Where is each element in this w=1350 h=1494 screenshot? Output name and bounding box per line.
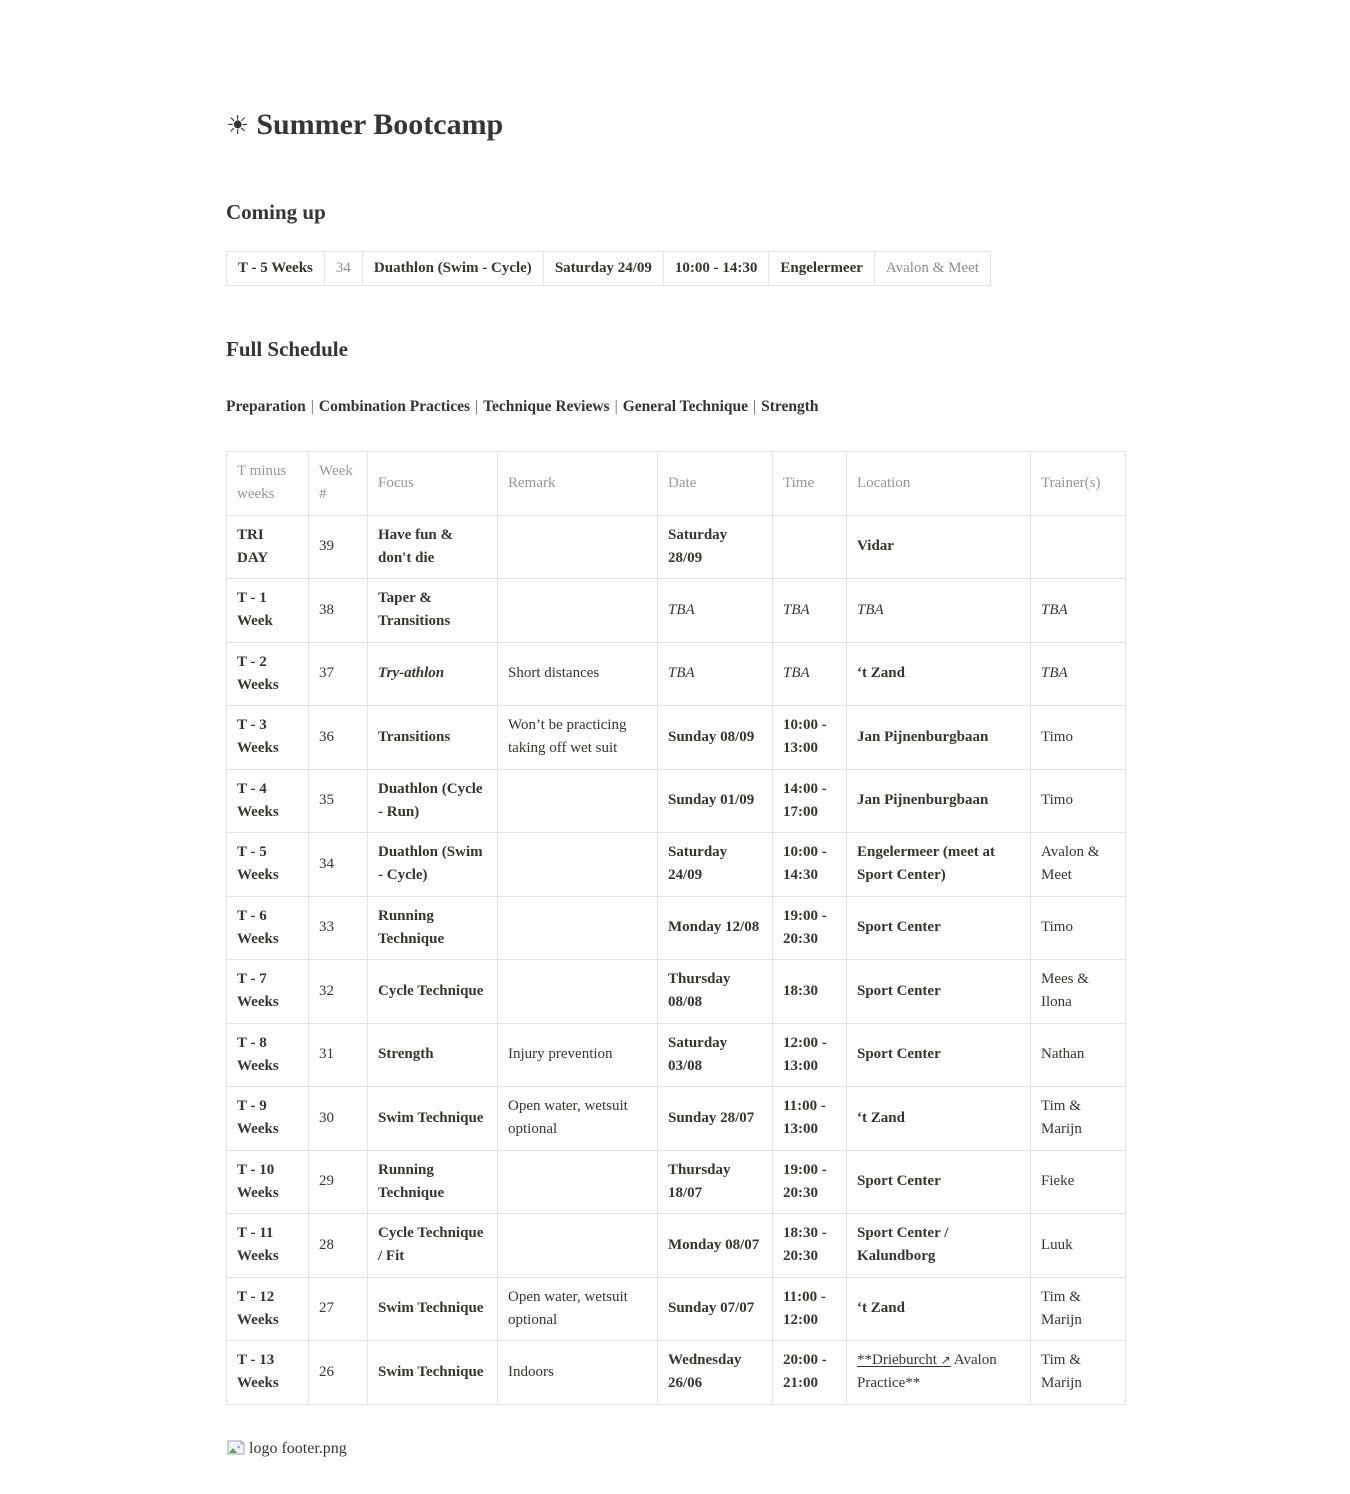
schedule-cell: T - 9 Weeks	[227, 1087, 309, 1151]
schedule-cell: 20:00 - 21:00	[773, 1341, 847, 1405]
filter-link-strength[interactable]: Strength	[761, 398, 819, 415]
schedule-cell: Cycle Technique	[368, 960, 498, 1024]
schedule-cell: Sport Center	[847, 1150, 1031, 1214]
column-header-trainer-s-: Trainer(s)	[1031, 452, 1126, 516]
schedule-cell: Injury prevention	[498, 1023, 658, 1087]
schedule-cell: 10:00 - 14:30	[773, 833, 847, 897]
schedule-cell: Thursday 08/08	[658, 960, 773, 1024]
schedule-cell: Monday 12/08	[658, 896, 773, 960]
schedule-cell: Duathlon (Swim - Cycle)	[368, 833, 498, 897]
schedule-cell: TBA	[658, 579, 773, 643]
schedule-cell: 26	[309, 1341, 368, 1405]
table-row	[227, 1087, 1126, 1151]
schedule-cell: Tim & Marijn	[1031, 1341, 1126, 1405]
schedule-cell: 11:00 - 13:00	[773, 1087, 847, 1151]
schedule-cell: Sport Center	[847, 896, 1031, 960]
schedule-cell: T - 2 Weeks	[227, 642, 309, 706]
schedule-cell: Thursday 18/07	[658, 1150, 773, 1214]
schedule-cell	[498, 579, 658, 643]
table-row	[227, 706, 1126, 770]
schedule-cell: Open water, wetsuit optional	[498, 1277, 658, 1341]
schedule-table	[226, 451, 1126, 1405]
table-row	[227, 1277, 1126, 1341]
coming-up-cell-6: Avalon & Meet	[874, 252, 990, 286]
schedule-cell: Mees & Ilona	[1031, 960, 1126, 1024]
schedule-cell: 34	[309, 833, 368, 897]
external-link-arrow-icon: ↗	[940, 1353, 951, 1367]
footer-broken-image	[226, 1439, 1125, 1459]
footer-image-alt: logo footer.png	[249, 1439, 347, 1457]
filter-link-technique-reviews[interactable]: Technique Reviews	[483, 398, 610, 415]
schedule-cell: T - 12 Weeks	[227, 1277, 309, 1341]
schedule-cell	[498, 1150, 658, 1214]
schedule-cell: 12:00 - 13:00	[773, 1023, 847, 1087]
schedule-cell: Sunday 08/09	[658, 706, 773, 770]
schedule-cell: Timo	[1031, 769, 1126, 833]
schedule-cell: Engelermeer (meet at Sport Center)	[847, 833, 1031, 897]
schedule-cell: Open water, wetsuit optional	[498, 1087, 658, 1151]
schedule-cell: TBA	[773, 579, 847, 643]
schedule-cell: T - 4 Weeks	[227, 769, 309, 833]
schedule-cell: Taper & Transitions	[368, 579, 498, 643]
schedule-cell: Try-athlon	[368, 642, 498, 706]
schedule-cell: Timo	[1031, 896, 1126, 960]
table-row	[227, 642, 1126, 706]
filter-separator: |	[614, 398, 618, 415]
schedule-cell: 37	[309, 642, 368, 706]
schedule-cell: Vidar	[847, 515, 1031, 579]
schedule-cell: Saturday 03/08	[658, 1023, 773, 1087]
table-row	[227, 769, 1126, 833]
schedule-cell: 38	[309, 579, 368, 643]
filter-link-preparation[interactable]: Preparation	[226, 398, 306, 415]
schedule-cell: Luuk	[1031, 1214, 1126, 1278]
filter-separator: |	[753, 398, 757, 415]
schedule-cell	[498, 1214, 658, 1278]
schedule-cell: T - 13 Weeks	[227, 1341, 309, 1405]
coming-up-heading: Coming up	[226, 200, 326, 224]
schedule-cell: Jan Pijnenburgbaan	[847, 769, 1031, 833]
schedule-cell: 36	[309, 706, 368, 770]
filter-link-general-technique[interactable]: General Technique	[622, 398, 748, 415]
schedule-cell: Tim & Marijn	[1031, 1277, 1126, 1341]
schedule-cell: Running Technique	[368, 896, 498, 960]
schedule-cell: T - 8 Weeks	[227, 1023, 309, 1087]
table-row	[227, 833, 1126, 897]
column-header-date: Date	[658, 452, 773, 516]
filter-separator: |	[475, 398, 479, 415]
schedule-cell: TBA	[1031, 579, 1126, 643]
schedule-cell: Tim & Marijn	[1031, 1087, 1126, 1151]
table-row	[227, 960, 1126, 1024]
column-header-remark: Remark	[498, 452, 658, 516]
schedule-cell: TBA	[773, 642, 847, 706]
schedule-cell: 31	[309, 1023, 368, 1087]
coming-up-cell-1: 34	[324, 252, 362, 286]
table-row	[227, 1214, 1126, 1278]
schedule-cell: Saturday 28/09	[658, 515, 773, 579]
schedule-cell: 32	[309, 960, 368, 1024]
schedule-body	[227, 515, 1126, 1404]
schedule-cell: Sport Center	[847, 1023, 1031, 1087]
coming-up-cell-0: T - 5 Weeks	[227, 252, 325, 286]
schedule-cell: Have fun & don't die	[368, 515, 498, 579]
column-header-time: Time	[773, 452, 847, 516]
schedule-cell: Sport Center	[847, 960, 1031, 1024]
column-header-location: Location	[847, 452, 1031, 516]
schedule-cell: Monday 08/07	[658, 1214, 773, 1278]
schedule-cell: Swim Technique	[368, 1341, 498, 1405]
schedule-cell: 35	[309, 769, 368, 833]
schedule-cell: Sunday 07/07	[658, 1277, 773, 1341]
schedule-header-row	[227, 452, 1126, 516]
schedule-cell: Won’t be practicing taking off wet suit	[498, 706, 658, 770]
schedule-cell: Jan Pijnenburgbaan	[847, 706, 1031, 770]
column-header-week-: Week #	[309, 452, 368, 516]
schedule-cell: Avalon & Meet	[1031, 833, 1126, 897]
schedule-cell: Strength	[368, 1023, 498, 1087]
schedule-cell: ‘t Zand	[847, 642, 1031, 706]
schedule-cell: ‘t Zand	[847, 1277, 1031, 1341]
schedule-cell: Swim Technique	[368, 1087, 498, 1151]
schedule-cell	[498, 833, 658, 897]
filter-separator: |	[310, 398, 314, 415]
schedule-cell: T - 10 Weeks	[227, 1150, 309, 1214]
schedule-cell: Short distances	[498, 642, 658, 706]
schedule-cell: T - 5 Weeks	[227, 833, 309, 897]
schedule-cell: Sunday 01/09	[658, 769, 773, 833]
schedule-cell: T - 7 Weeks	[227, 960, 309, 1024]
schedule-cell: Swim Technique	[368, 1277, 498, 1341]
schedule-cell: 11:00 - 12:00	[773, 1277, 847, 1341]
table-row	[227, 515, 1126, 579]
schedule-cell: Duathlon (Cycle - Run)	[368, 769, 498, 833]
schedule-cell	[1031, 515, 1126, 579]
schedule-cell	[498, 515, 658, 579]
schedule-cell: Wednesday 26/06	[658, 1341, 773, 1405]
coming-up-cell-4: 10:00 - 14:30	[663, 252, 769, 286]
table-row	[227, 1023, 1126, 1087]
drieburcht-link[interactable]: **Drieburcht ↗	[857, 1352, 951, 1368]
broken-image-icon	[226, 1439, 246, 1459]
schedule-cell: 27	[309, 1277, 368, 1341]
column-header-t-minus-weeks: T minus weeks	[227, 452, 309, 516]
schedule-cell	[498, 769, 658, 833]
coming-up-row	[227, 252, 991, 286]
table-row	[227, 579, 1126, 643]
table-row	[227, 1341, 1126, 1405]
schedule-cell: Cycle Technique / Fit	[368, 1214, 498, 1278]
schedule-cell: Running Technique	[368, 1150, 498, 1214]
schedule-cell: ‘t Zand	[847, 1087, 1031, 1151]
schedule-cell: 29	[309, 1150, 368, 1214]
schedule-cell: 39	[309, 515, 368, 579]
schedule-cell: 33	[309, 896, 368, 960]
schedule-cell: Sport Center / Kalundborg	[847, 1214, 1031, 1278]
schedule-cell: T - 11 Weeks	[227, 1214, 309, 1278]
page	[226, 0, 1125, 1459]
schedule-cell	[498, 896, 658, 960]
filter-link-combination-practices[interactable]: Combination Practices	[318, 398, 471, 415]
page-title	[226, 106, 1125, 145]
coming-up-cell-3: Saturday 24/09	[543, 252, 663, 286]
schedule-cell: Fieke	[1031, 1150, 1126, 1214]
schedule-cell: Timo	[1031, 706, 1126, 770]
schedule-cell: 10:00 - 13:00	[773, 706, 847, 770]
schedule-cell	[498, 960, 658, 1024]
schedule-cell: Indoors	[498, 1341, 658, 1405]
schedule-cell: 18:30	[773, 960, 847, 1024]
schedule-cell: TBA	[847, 579, 1031, 643]
schedule-cell	[773, 515, 847, 579]
schedule-cell: 18:30 - 20:30	[773, 1214, 847, 1278]
schedule-cell: 19:00 - 20:30	[773, 1150, 847, 1214]
full-schedule-heading: Full Schedule	[226, 337, 348, 361]
table-row	[227, 896, 1126, 960]
coming-up-table	[226, 251, 991, 286]
schedule-cell: T - 6 Weeks	[227, 896, 309, 960]
schedule-cell: Sunday 28/07	[658, 1087, 773, 1151]
schedule-cell: 19:00 - 20:30	[773, 896, 847, 960]
schedule-cell: 30	[309, 1087, 368, 1151]
schedule-cell: Nathan	[1031, 1023, 1126, 1087]
page-title-text: Summer Bootcamp	[256, 108, 504, 141]
column-header-focus: Focus	[368, 452, 498, 516]
schedule-cell: **Drieburcht ↗ Avalon Practice**	[847, 1341, 1031, 1405]
schedule-cell: T - 3 Weeks	[227, 706, 309, 770]
schedule-cell: 14:00 - 17:00	[773, 769, 847, 833]
schedule-filters	[226, 397, 1125, 417]
coming-up-cell-2: Duathlon (Swim - Cycle)	[362, 252, 543, 286]
coming-up-cell-5: Engelermeer	[769, 252, 874, 286]
schedule-cell: TBA	[1031, 642, 1126, 706]
schedule-cell: 28	[309, 1214, 368, 1278]
schedule-cell: TBA	[658, 642, 773, 706]
schedule-cell: Transitions	[368, 706, 498, 770]
schedule-cell: T - 1 Week	[227, 579, 309, 643]
schedule-cell: TRI DAY	[227, 515, 309, 579]
table-row	[227, 1150, 1126, 1214]
sun-icon: ☀	[226, 111, 250, 141]
schedule-cell: Saturday 24/09	[658, 833, 773, 897]
